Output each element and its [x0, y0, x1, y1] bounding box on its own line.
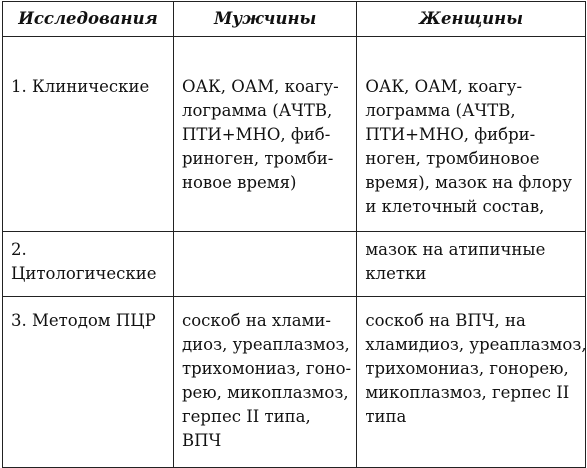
cell-line: ноген, тромбиновое: [365, 149, 540, 168]
cell-line: хламидиоз, уреаплазмоз,: [365, 335, 587, 354]
header-study: Исследования: [3, 2, 174, 37]
cell-line: и клеточный состав,: [365, 197, 545, 216]
header-men: Мужчины: [173, 2, 356, 37]
table-row: [3, 297, 586, 468]
cell-line: рею, микоплазмоз,: [181, 383, 349, 402]
cell-line: ПТИ+МНО, фиб-: [181, 125, 331, 144]
cell-line: ПТИ+МНО, фибри-: [365, 125, 536, 144]
cell-line: лограмма (АЧТВ,: [365, 101, 516, 120]
study-cell: 2. Цитологические: [3, 232, 174, 297]
cell-line: мазок на атипичные: [365, 240, 546, 259]
women-cell: [357, 37, 586, 232]
study-cell: 1. Клинические: [3, 37, 174, 232]
header-row: [3, 2, 586, 37]
header-women: Женщины: [357, 2, 586, 37]
cell-line: ОАК, ОАМ, коагу-: [181, 77, 339, 96]
women-cell: [357, 232, 586, 297]
cell-line: ОАК, ОАМ, коагу-: [365, 77, 523, 96]
men-cell: [173, 232, 356, 297]
cell-line: риноген, тромби-: [181, 149, 334, 168]
men-cell: [173, 37, 356, 232]
cell-line: ВПЧ: [181, 431, 222, 450]
cell-line: микоплазмоз, герпес II: [365, 383, 570, 402]
men-cell: [173, 297, 356, 468]
cell-line: лограмма (АЧТВ,: [181, 101, 333, 120]
women-cell: [357, 297, 586, 468]
cell-line: трихомониаз, гоно-: [181, 359, 352, 378]
table-row: [3, 37, 586, 232]
cell-line: трихомониаз, гонорею,: [365, 359, 569, 378]
research-table: [2, 1, 586, 468]
table-row: [3, 232, 586, 297]
study-cell: 3. Методом ПЦР: [3, 297, 174, 468]
cell-line: соскоб на ВПЧ, на: [365, 311, 526, 330]
cell-line: герпес II типа,: [181, 407, 311, 426]
cell-line: соскоб на хлами-: [181, 311, 331, 330]
cell-line: диоз, уреаплазмоз,: [181, 335, 350, 354]
cell-line: новое время): [181, 173, 297, 192]
cell-line: клетки: [365, 264, 427, 283]
cell-line: типа: [365, 407, 407, 426]
cell-line: время), мазок на флору: [365, 173, 572, 192]
